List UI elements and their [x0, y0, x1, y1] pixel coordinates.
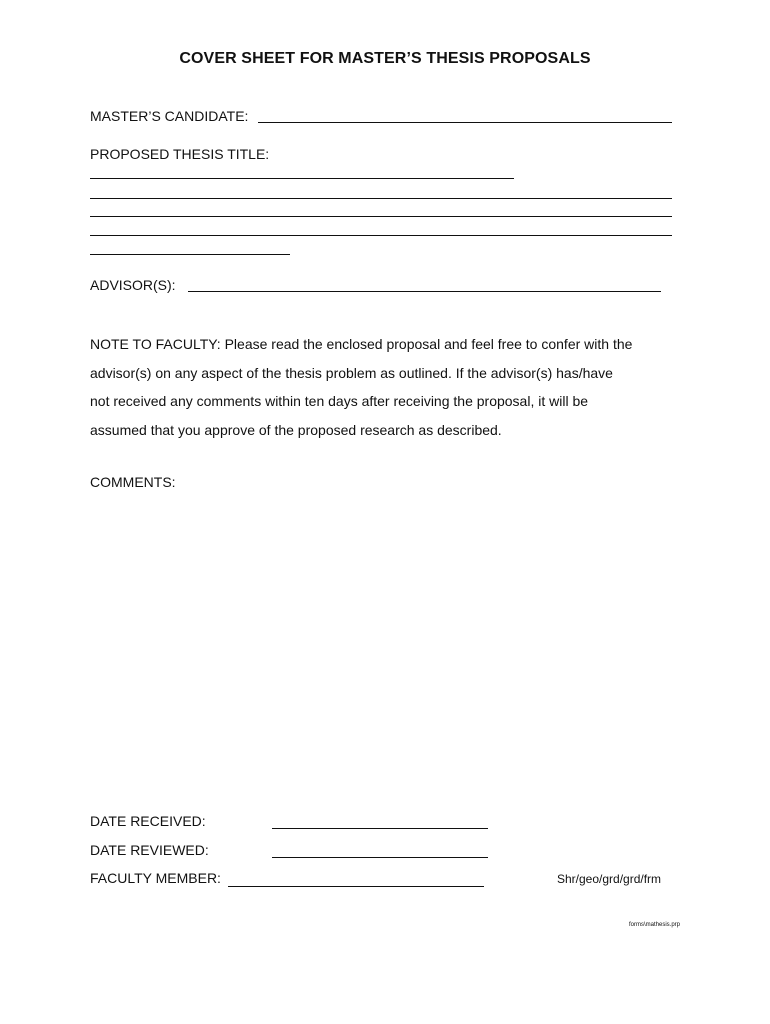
comments-label: COMMENTS:	[90, 474, 176, 490]
note-line: NOTE TO FACULTY: Please read the enclosed proposal and feel free to confer with the	[90, 336, 633, 352]
advisors-line[interactable]	[188, 291, 661, 292]
thesis-title-label: PROPOSED THESIS TITLE:	[90, 146, 270, 162]
date-received-line[interactable]	[272, 828, 488, 829]
comments-area[interactable]	[90, 500, 672, 790]
candidate-line[interactable]	[258, 122, 672, 123]
thesis-title-line-2[interactable]	[90, 198, 672, 199]
form-title: COVER SHEET FOR MASTER’S THESIS PROPOSALS	[179, 50, 591, 67]
date-reviewed-line[interactable]	[272, 857, 488, 858]
note-to-faculty	[90, 330, 680, 444]
date-reviewed-label: DATE REVIEWED:	[90, 842, 209, 858]
thesis-title-line-3[interactable]	[90, 216, 672, 217]
faculty-member-label: FACULTY MEMBER:	[90, 870, 221, 886]
thesis-title-line-5[interactable]	[90, 254, 290, 255]
faculty-member-line[interactable]	[228, 886, 484, 887]
advisors-label: ADVISOR(S):	[90, 277, 176, 293]
note-line: assumed that you approve of the proposed research as described.	[90, 421, 502, 438]
note-line: advisor(s) on any aspect of the thesis problem as outlined. If the advisor(s) has/have	[90, 364, 613, 381]
file-code: forms\mathesis.prp	[628, 922, 680, 928]
thesis-title-line-4[interactable]	[90, 235, 672, 236]
routing-code: Shr/geo/grd/grd/frm	[557, 872, 662, 886]
date-received-label: DATE RECEIVED:	[90, 813, 206, 829]
note-line: not received any comments within ten days after receiving the proposal, it will be	[90, 393, 589, 410]
thesis-title-line-1[interactable]	[90, 178, 514, 179]
candidate-label: MASTER’S CANDIDATE:	[90, 108, 249, 124]
